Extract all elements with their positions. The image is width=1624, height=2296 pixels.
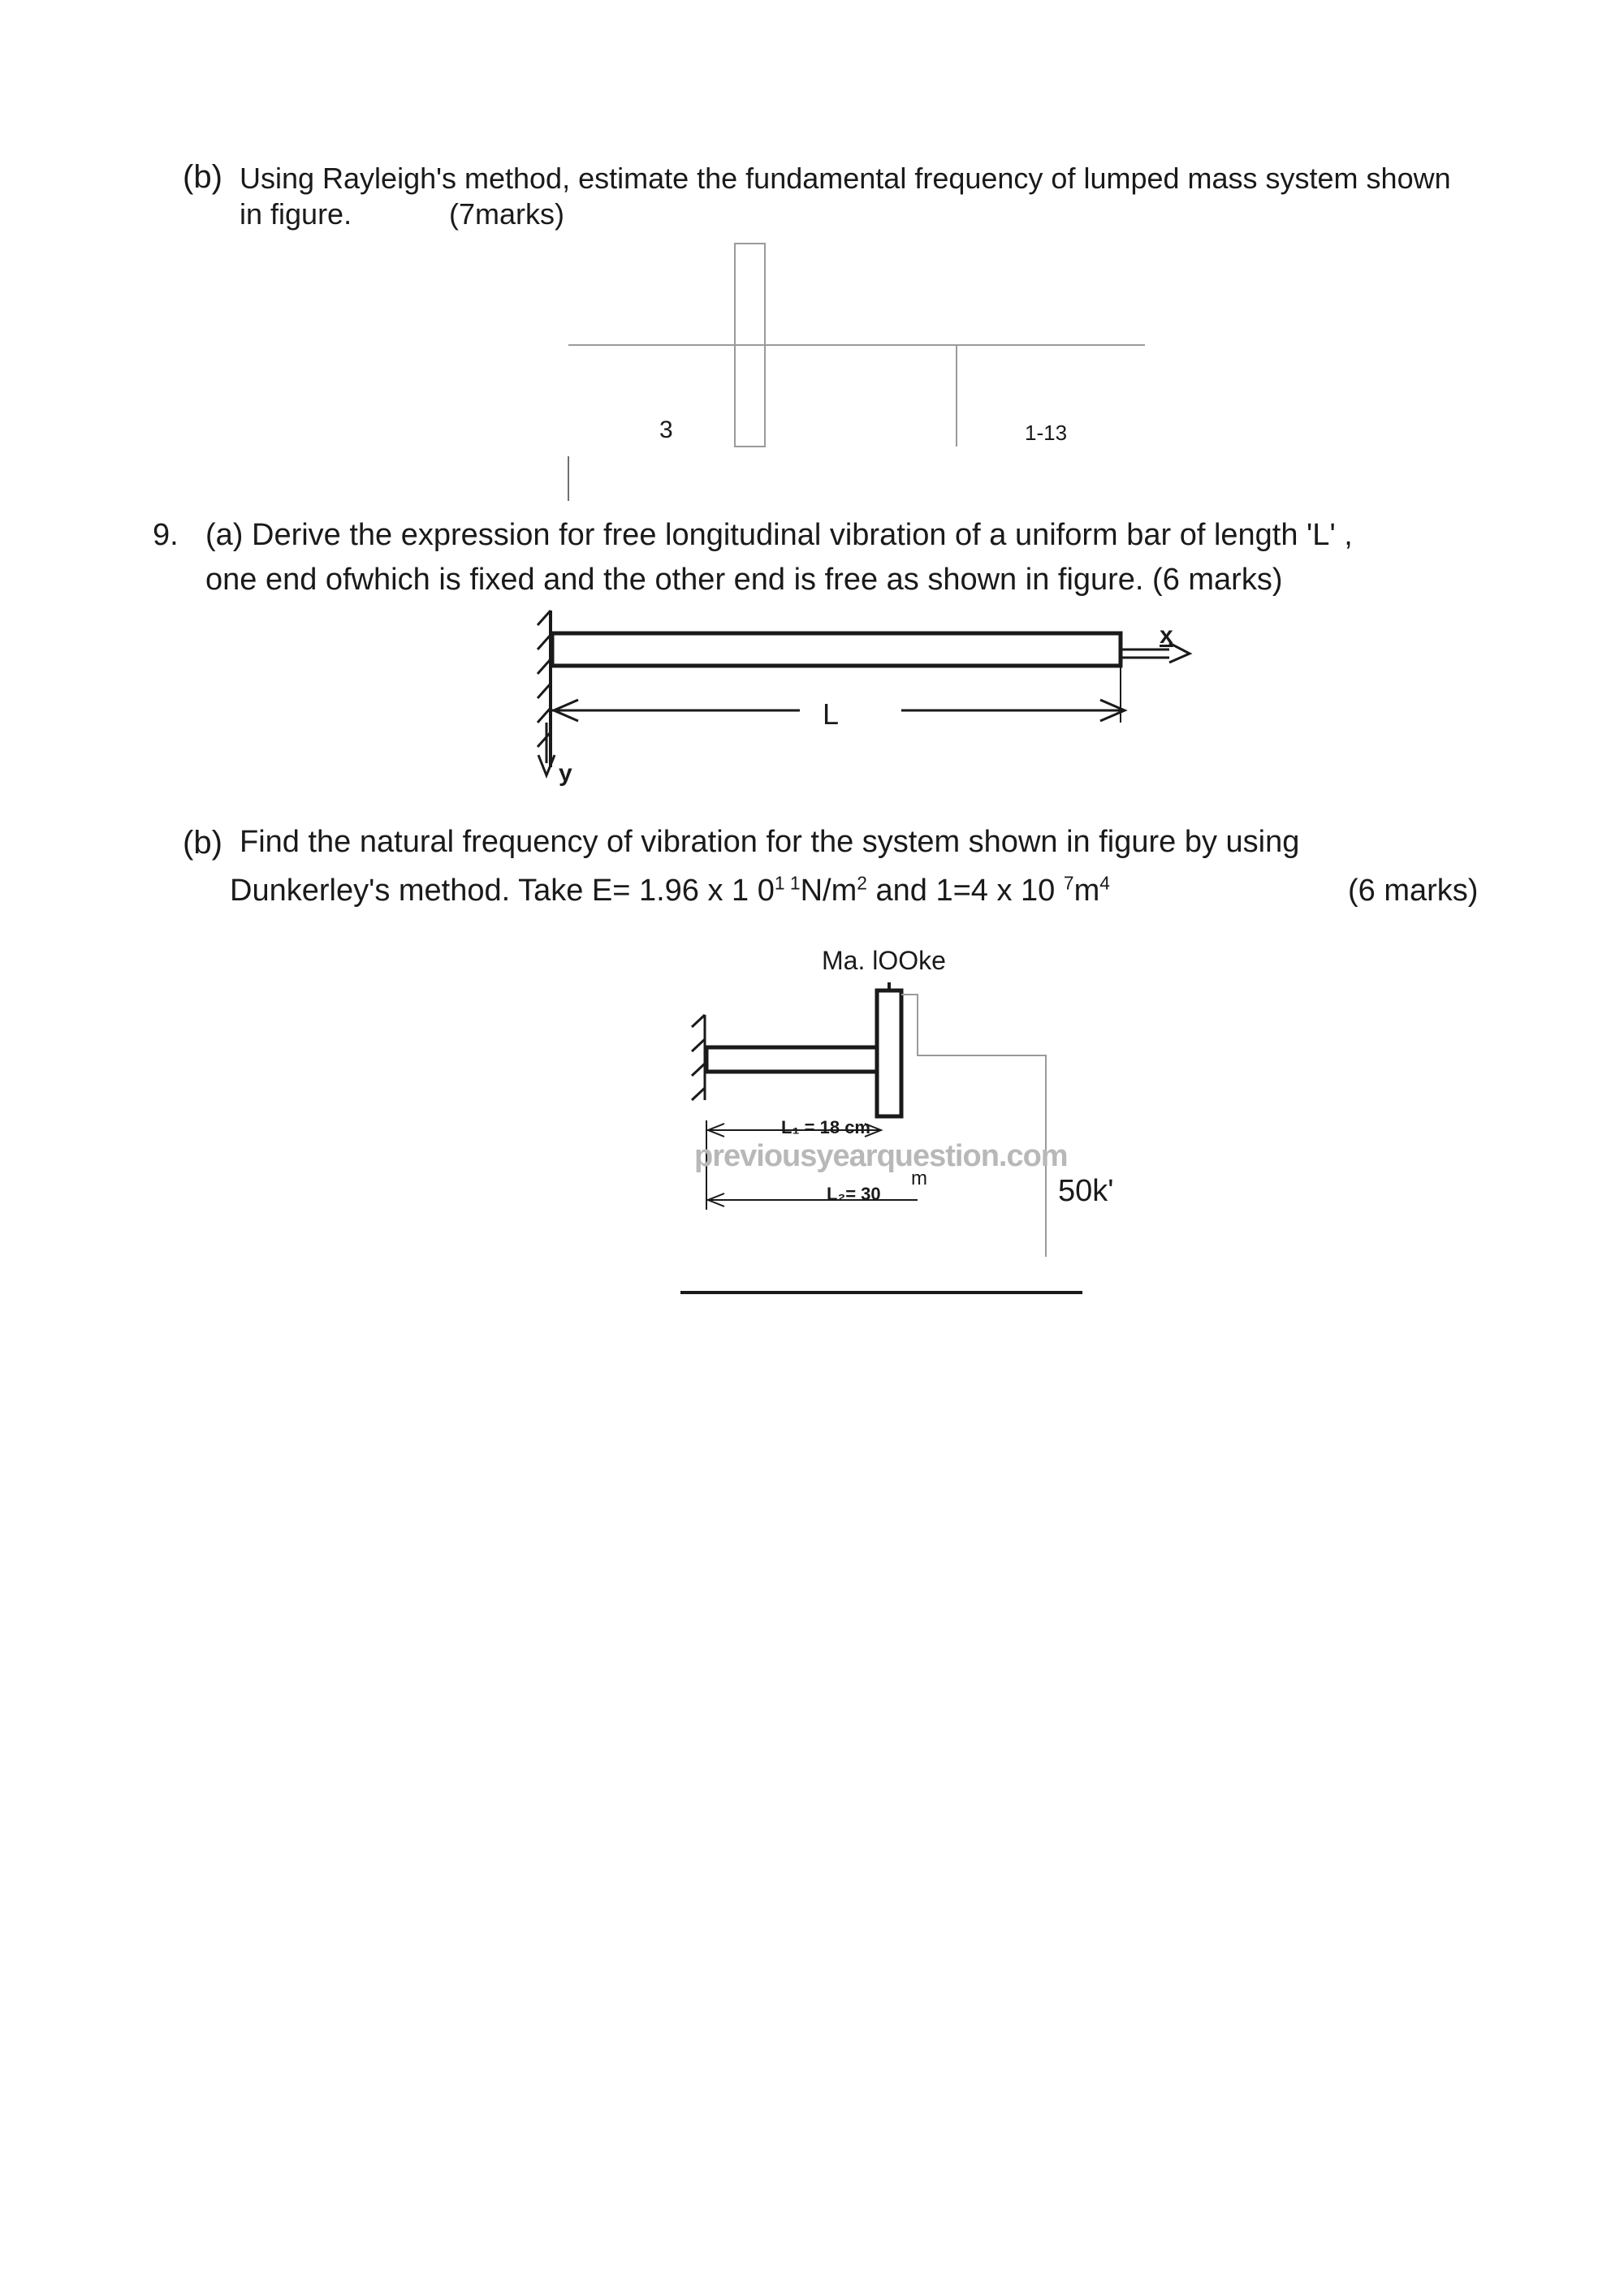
q9b-label: (b) xyxy=(183,825,222,861)
q9b-exp1: 1 1 xyxy=(774,872,801,894)
q9b-horizontal-member xyxy=(706,1047,877,1072)
q8b-marks: (7marks) xyxy=(449,197,564,231)
q8b-fig-label-1-13: 1-13 xyxy=(1025,421,1068,445)
q9b-fig-label-l2: L₂= 30 xyxy=(827,1184,881,1204)
q9b-fig-label-mass: Ma. lOOke xyxy=(822,946,946,975)
q8b-text-line2: in figure. xyxy=(240,197,352,231)
q9a-fig-label-y: y xyxy=(559,760,572,787)
q9b-fig-label-l1: L₁ = 18 cm xyxy=(781,1117,870,1137)
q8b-text-line1: Using Rayleigh's method, estimate the fundamental frequency of lumped mass system shown xyxy=(240,162,1451,195)
q9b-line2-mid2: and 1=4 x 10 xyxy=(875,874,1056,908)
q9b-line2-unit: m xyxy=(1073,874,1100,908)
q9a-text-line1: (a) Derive the expression for free longitudinal vibration of a uniform bar of length 'L' , xyxy=(205,518,1353,552)
q9b-vertical-member xyxy=(877,990,901,1116)
q9b-exp4: 4 xyxy=(1099,872,1110,894)
q9b-line2-mid: N/m xyxy=(800,874,857,908)
q9b-fig-label-50k: 50k' xyxy=(1058,1174,1114,1208)
q9b-marks: (6 marks) xyxy=(1348,874,1479,908)
q9-number: 9. xyxy=(153,518,179,552)
q9b-text-line1: Find the natural frequency of vibration for the system shown in figure by using xyxy=(240,825,1300,859)
q9b-exp3: 7 xyxy=(1063,872,1074,894)
q9b-outline xyxy=(901,995,1046,1257)
q9a-fig-label-x: x xyxy=(1160,622,1173,649)
q9a-text-line2: one end ofwhich is fixed and the other end is free as shown in figure. (6 marks) xyxy=(205,563,1283,597)
q9b-line2-pre: Dunkerley's method. Take E= 1.96 x 1 0 xyxy=(230,874,775,908)
q9a-fig-label-L: L xyxy=(823,697,840,731)
q9b-fig-label-m: m xyxy=(911,1167,927,1189)
q8b-fig-label-3: 3 xyxy=(659,416,673,443)
q9b-watermark: previousyearquestion.com xyxy=(694,1139,1068,1173)
q8b-label: (b) xyxy=(183,159,222,195)
q9b-exp2: 2 xyxy=(857,872,867,894)
